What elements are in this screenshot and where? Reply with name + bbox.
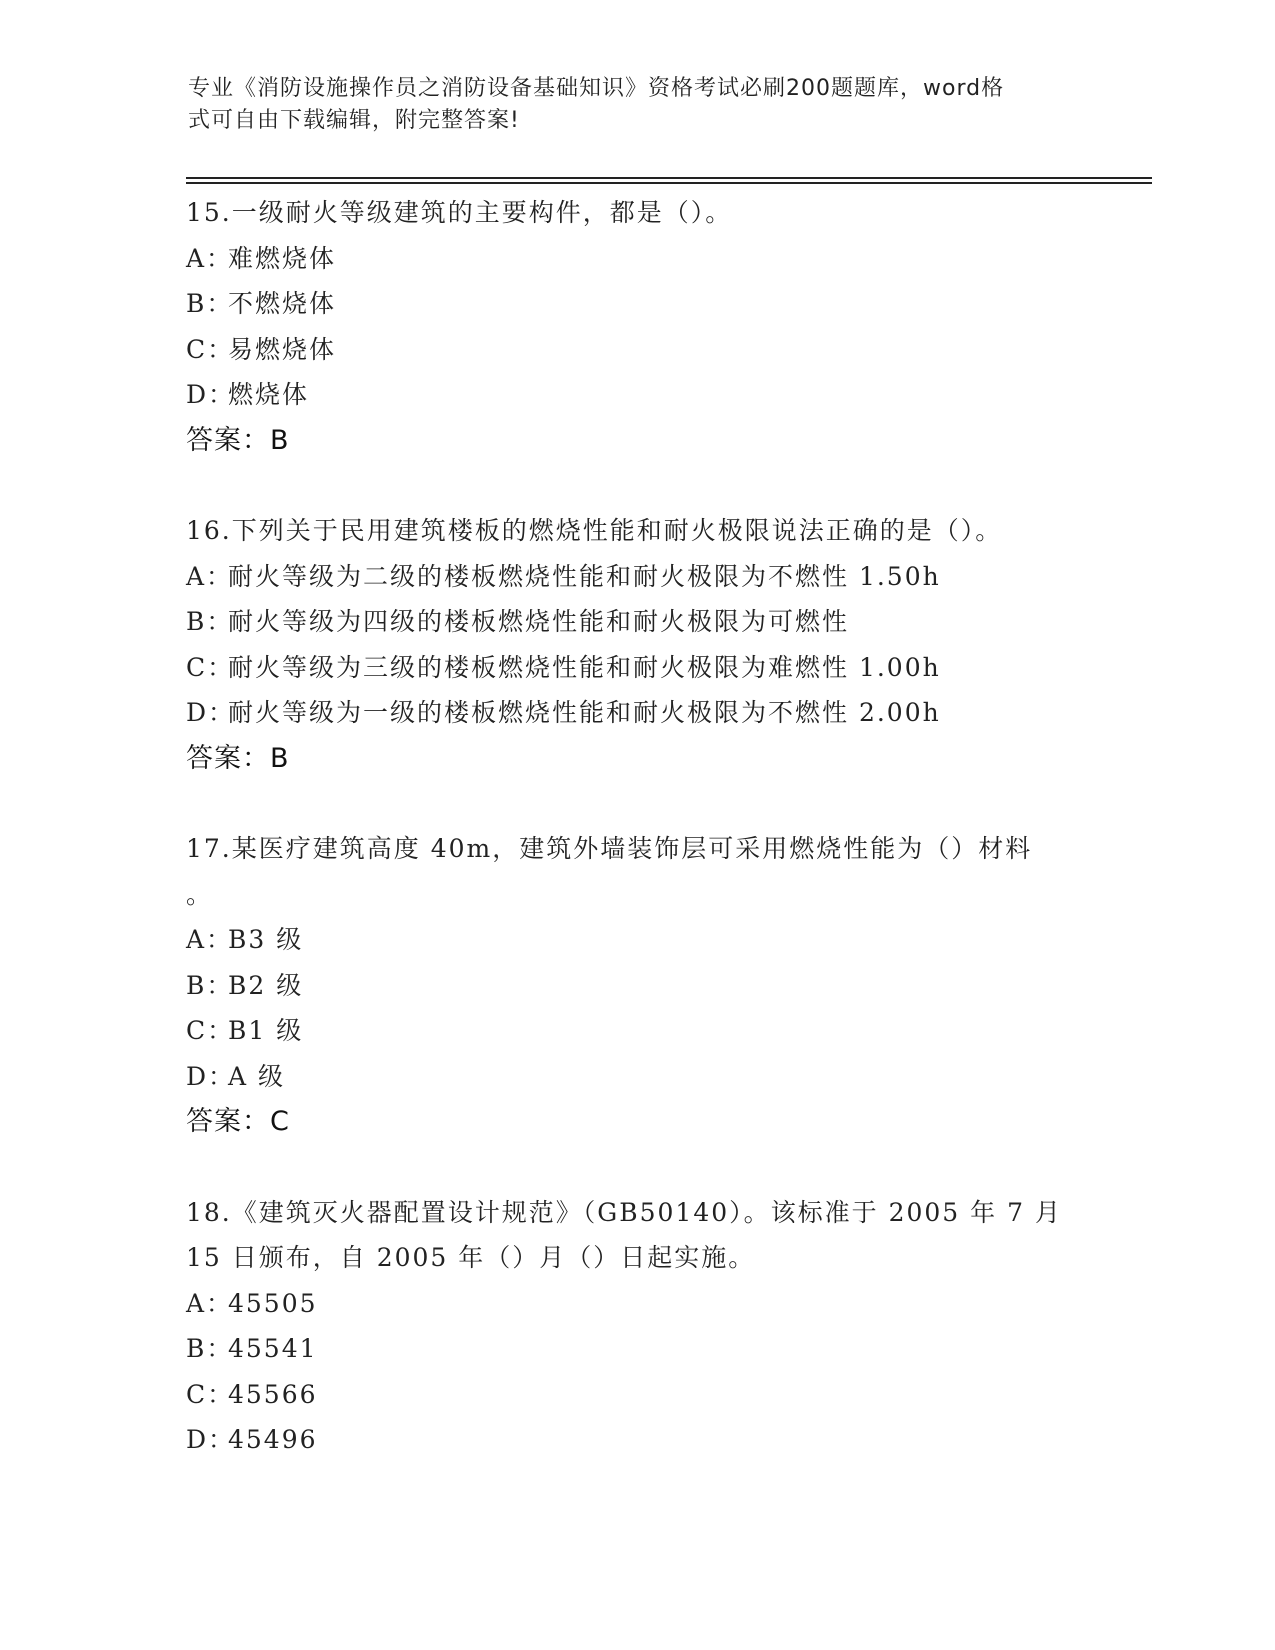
spacer (186, 463, 1086, 508)
option-text: B3 级 (228, 925, 304, 954)
option-key: C： (186, 652, 235, 682)
answer-line: 答案：C (186, 1106, 290, 1137)
option-a (186, 1281, 1086, 1327)
option-text: B1 级 (228, 1016, 304, 1045)
option-key: A： (186, 243, 234, 273)
question-list (186, 190, 1086, 1463)
option-text: 耐火等级为四级的楼板燃烧性能和耐火极限为可燃性 (228, 607, 850, 636)
question-17 (186, 826, 1086, 1145)
header-divider-top (186, 177, 1152, 179)
option-key: D： (186, 380, 236, 409)
option-key: A： (186, 561, 234, 591)
option-text: 耐火等级为二级的楼板燃烧性能和耐火极限为不燃性 1.50h (228, 561, 941, 591)
option-b (186, 599, 1086, 645)
spacer (186, 1145, 1086, 1190)
header-line-2: 式可自由下载编辑，附完整答案! (188, 108, 520, 133)
option-text: A 级 (228, 1061, 286, 1091)
option-key: B： (186, 1334, 234, 1363)
answer-line: 答案：B (186, 742, 290, 774)
option-text: 耐火等级为一级的楼板燃烧性能和耐火极限为不燃性 2.00h (228, 698, 941, 727)
option-text: 45496 (228, 1425, 318, 1454)
option-text: 易燃烧体 (228, 334, 337, 364)
option-key: C： (186, 1016, 235, 1045)
question-stem: 16.下列关于民用建筑楼板的燃烧性能和耐火极限说法正确的是（）。 (186, 516, 1003, 545)
option-a (186, 917, 1086, 963)
option-d (186, 1054, 1086, 1100)
option-b (186, 1326, 1086, 1372)
option-text: 不燃烧体 (228, 289, 337, 318)
option-d (186, 1417, 1086, 1463)
question-stem: 17.某医疗建筑高度 40m，建筑外墙装饰层可采用燃烧性能为（）材料 (186, 834, 1033, 863)
option-c (186, 327, 1086, 373)
header-line-1: 专业《消防设施操作员之消防设备基础知识》资格考试必刷200题题库，word格 (188, 76, 1005, 101)
question-15 (186, 190, 1086, 463)
option-text: 45541 (228, 1334, 318, 1363)
option-text: 45505 (228, 1288, 318, 1318)
option-a (186, 236, 1086, 282)
option-key: D： (186, 1061, 236, 1091)
option-text: 燃烧体 (228, 380, 310, 409)
option-b (186, 963, 1086, 1009)
option-c (186, 1372, 1086, 1418)
option-key: D： (186, 1425, 236, 1454)
option-key: A： (186, 1288, 234, 1318)
option-c (186, 1008, 1086, 1054)
question-16 (186, 508, 1086, 781)
option-d (186, 372, 1086, 418)
question-stem: 15.一级耐火等级建筑的主要构件，都是（）。 (186, 198, 733, 227)
option-key: B： (186, 970, 234, 1000)
option-key: A： (186, 925, 234, 954)
option-text: 难燃烧体 (228, 243, 337, 273)
spacer (186, 781, 1086, 826)
document-header (188, 73, 1068, 137)
option-key: C： (186, 334, 235, 364)
option-d (186, 690, 1086, 736)
option-a (186, 554, 1086, 600)
option-c (186, 645, 1086, 691)
option-key: C： (186, 1379, 235, 1409)
header-divider-bottom (186, 182, 1152, 184)
option-key: B： (186, 289, 234, 318)
question-18 (186, 1190, 1086, 1463)
option-key: B： (186, 607, 234, 636)
question-stem-continued: 15 日颁布，自 2005 年（）月（）日起实施。 (186, 1243, 756, 1272)
option-b (186, 281, 1086, 327)
question-stem: 18.《建筑灭火器配置设计规范》（GB50140）。该标准于 2005 年 7 月 (186, 1197, 1062, 1227)
question-stem-continued: 。 (186, 879, 214, 909)
answer-line: 答案：B (186, 424, 290, 456)
option-key: D： (186, 698, 236, 727)
option-text: 45566 (228, 1379, 318, 1409)
option-text: 耐火等级为三级的楼板燃烧性能和耐火极限为难燃性 1.00h (228, 652, 941, 682)
option-text: B2 级 (228, 970, 304, 1000)
